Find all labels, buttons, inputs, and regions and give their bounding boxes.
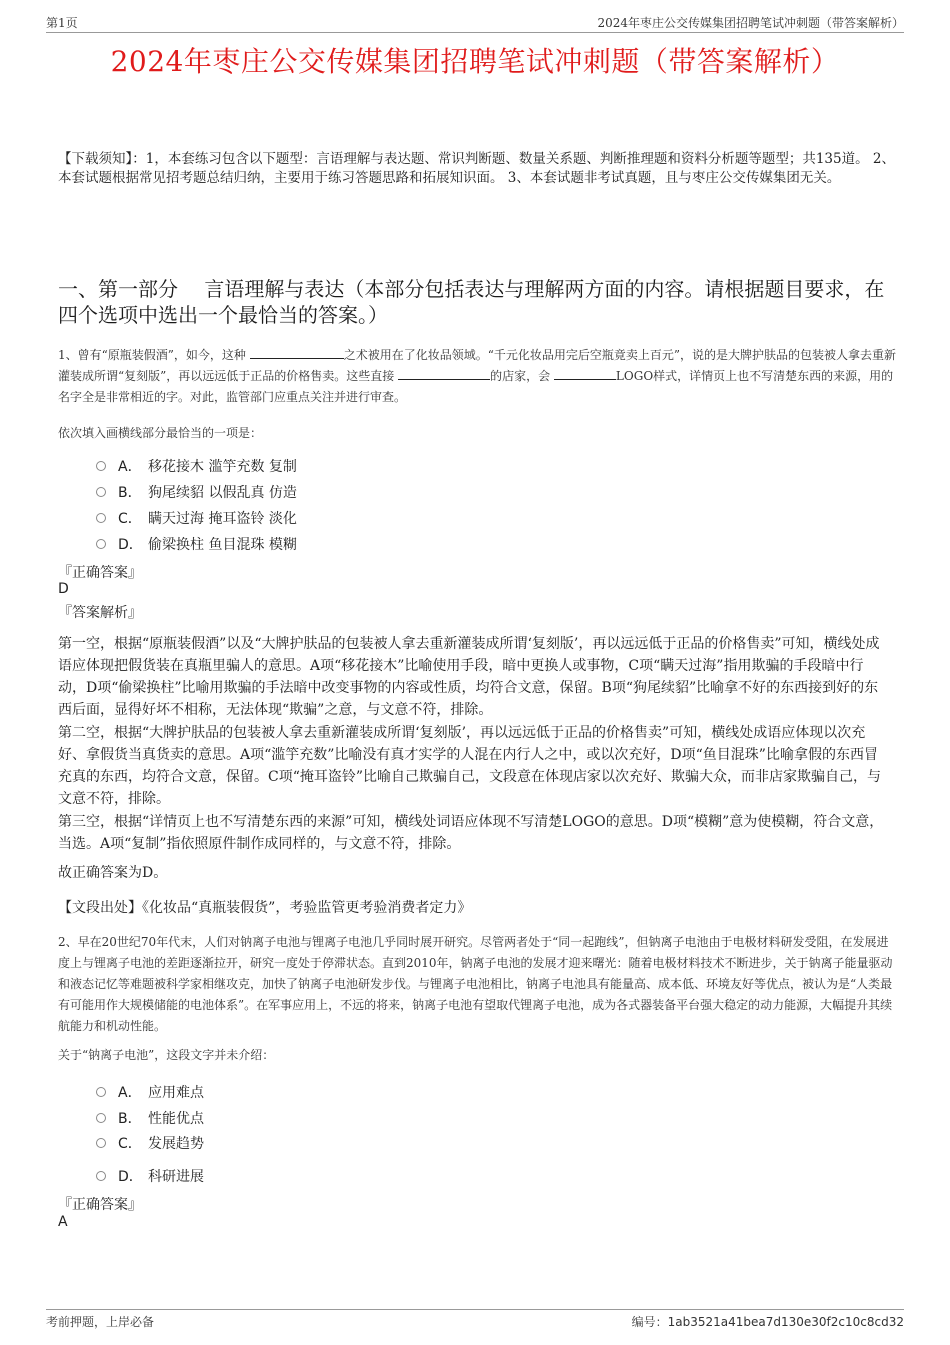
section-heading: 一、第一部分 言语理解与表达（本部分包括表达与理解两方面的内容。请根据题目要求，在四个选项中选出一个最恰当的答案。） xyxy=(58,277,885,327)
question-2-option-a[interactable]: A． 应用难点 xyxy=(96,1082,204,1102)
question-2-option-b[interactable]: B． 性能优点 xyxy=(96,1108,204,1128)
question-2-prompt: 关于“钠离子电池”，这段文字并未介绍： xyxy=(58,1048,275,1062)
radio-icon[interactable] xyxy=(96,1138,106,1148)
question-1-text: 1、曾有“原瓶装假酒”，如今，这种 之术被用在了化妆品领域。“千元化妆品用完后空瓶竟卖上百元”，说的是大牌护肤品的包装被人拿去重新灌装成所谓“复刻版”，再以远远低于正品的价格售卖。这些直接 的店家，会 LOGO样式，详情页上也不写清楚东西的来源，用的名字全是非常相近的字。对此，监管部门应重点关注并进行审查。 xyxy=(58,348,897,404)
blank-2 xyxy=(398,367,490,380)
download-notice: 【下载须知】：1，本套练习包含以下题型：言语理解与表达题、常识判断题、数量关系题、判断推理题和资料分析题等题型；共135道。 2、本套试题根据常见招考题总结归纳，主要用于练习答题思路和拓展知识面。 3、本套试题非考试真题，且与枣庄公交传媒集团无关。 xyxy=(58,151,895,186)
radio-icon[interactable] xyxy=(96,1087,106,1097)
question-2-text: 2、早在20世纪70年代末，人们对钠离子电池与锂离子电池几乎同时展开研究。尽管两者处于“同一起跑线”，但钠离子电池由于电极材料研发受阻，在发展进度上与锂离子电池的差距逐渐拉开，研究一度处于停滞状态。直到2010年，钠离子电池的发展才迎来曙光：随着电极材料技术不断进步，关于钠离子能量驱动和液态记忆等难题被科学家相继攻克，加快了钠离子电池研发步伐。与锂离子电池相比，钠离子电池具有能量高、成本低、环境友好等优点，被认为是“人类最有可能用作大规模储能的电池体系”。在军事应用上，不远的将来，钠离子电池有望取代锂离子电池，成为各式器装备平台强大稳定的动力能源，大幅提升其续航能力和机动性能。 xyxy=(58,935,893,1033)
question-1-option-b[interactable]: B． 狗尾续貂 以假乱真 仿造 xyxy=(96,482,297,502)
radio-icon[interactable] xyxy=(96,1113,106,1123)
question-1-answer-label: 『正确答案』 xyxy=(58,565,142,581)
blank-1 xyxy=(250,346,344,359)
footer-rule xyxy=(46,1309,904,1310)
question-2-answer: A xyxy=(58,1214,68,1230)
question-1-option-c[interactable]: C． 瞒天过海 掩耳盗铃 淡化 xyxy=(96,508,297,528)
radio-icon[interactable] xyxy=(96,513,106,523)
question-2-option-d[interactable]: D． 科研进展 xyxy=(96,1166,204,1186)
analysis-conclusion: 故正确答案为D。 xyxy=(58,865,168,881)
radio-icon[interactable] xyxy=(96,539,106,549)
question-1-prompt: 依次填入画横线部分最恰当的一项是： xyxy=(58,426,263,440)
question-1-source: 【文段出处】《化妆品“真瓶装假货”，考验监管更考验消费者定力》 xyxy=(58,900,472,916)
header-rule xyxy=(46,32,904,33)
radio-icon[interactable] xyxy=(96,461,106,471)
question-1-option-d[interactable]: D． 偷梁换柱 鱼目混珠 模糊 xyxy=(96,534,297,554)
question-2-option-c[interactable]: C． 发展趋势 xyxy=(96,1133,204,1153)
analysis-paragraph-1: 第一空，根据“原瓶装假酒”以及“大牌护肤品的包装被人拿去重新灌装成所谓‘复刻版’，再以远远低于正品的价格售卖”可知，横线处成语应体现把假货装在真瓶里骗人的意思。A项“移花接木”比喻使用手段，暗中更换人或事物，C项“瞒天过海”指用欺骗的手段暗中行动，D项“偷梁换柱”比喻用欺骗的手法暗中改变事物的内容或性质，均符合文意，保留。B项“狗尾续貂”比喻拿不好的东西接到好的东西后面，显得好坏不相称，无法体现“欺骗”之意，与文意不符，排除。 xyxy=(58,636,880,718)
question-1-answer: D xyxy=(58,581,69,597)
radio-icon[interactable] xyxy=(96,1171,106,1181)
blank-3 xyxy=(554,367,616,380)
radio-icon[interactable] xyxy=(96,487,106,497)
footer-code: 编号：1ab3521a41bea7d130e30f2c10c8cd32 xyxy=(631,1315,904,1329)
analysis-paragraph-3: 第三空，根据“详情页上也不写清楚东西的来源”可知，横线处词语应体现不写清楚LOGO的意思。D项“模糊”意为使模糊，符合文意，当选。A项“复制”指依照原件制作成同样的，与文意不符，排除。 xyxy=(58,814,884,852)
question-1-option-a[interactable]: A． 移花接木 滥竽充数 复制 xyxy=(96,456,297,476)
analysis-paragraph-2: 第二空，根据“大牌护肤品的包装被人拿去重新灌装成所谓‘复刻版’，再以远远低于正品的价格售卖”可知，横线处成语应体现以次充好、拿假货当真货卖的意思。A项“滥竽充数”比喻没有真才实学的人混在内行人之中，或以次充好，D项“鱼目混珠”比喻拿假的东西冒充真的东西，均符合文意，保留。C项“掩耳盗铃”比喻自己欺骗自己，文段意在体现店家以次充好、欺骗大众，而非店家欺骗自己，与文意不符，排除。 xyxy=(58,725,882,807)
header-doc-title: 2024年枣庄公交传媒集团招聘笔试冲刺题（带答案解析） xyxy=(597,16,904,30)
question-1-analysis-label: 『答案解析』 xyxy=(58,605,142,621)
header-page-label: 第1页 xyxy=(46,16,78,30)
question-2-answer-label: 『正确答案』 xyxy=(58,1197,142,1213)
page-title: 2024年枣庄公交传媒集团招聘笔试冲刺题（带答案解析） xyxy=(110,45,840,78)
footer-slogan: 考前押题，上岸必备 xyxy=(46,1315,155,1329)
